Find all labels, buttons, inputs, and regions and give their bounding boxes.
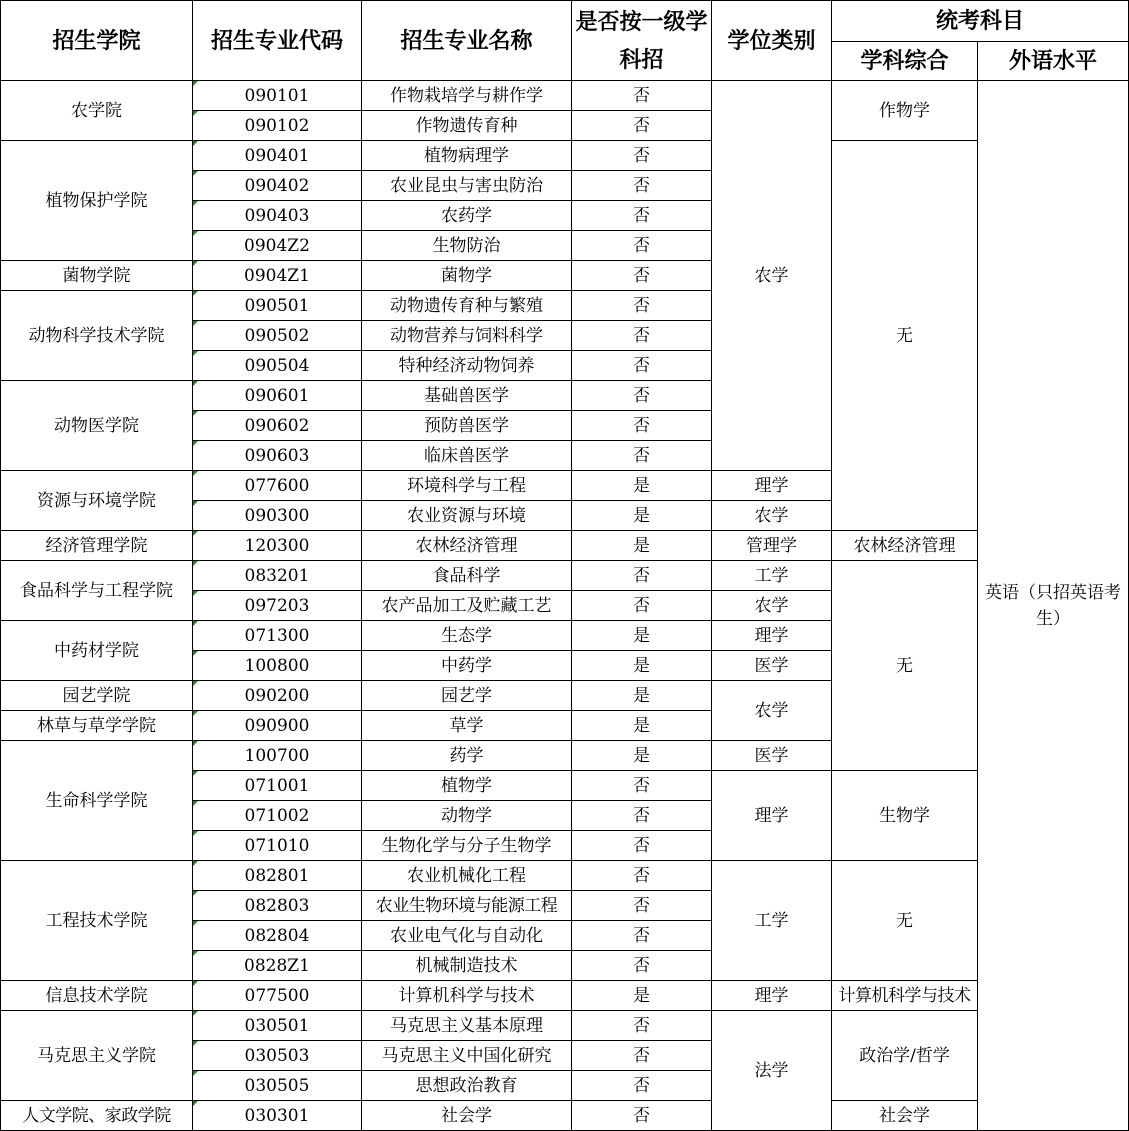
first-level-cell: 否 [572, 261, 712, 291]
table-row [1, 81, 1129, 111]
degree-cell: 农学 [712, 81, 832, 471]
major-cell: 临床兽医学 [362, 441, 572, 471]
first-level-cell: 否 [572, 771, 712, 801]
comprehensive-cell: 无 [832, 861, 978, 981]
major-cell: 农业昆虫与害虫防治 [362, 171, 572, 201]
first-level-cell: 是 [572, 711, 712, 741]
degree-cell: 农学 [712, 501, 832, 531]
college-cell: 马克思主义学院 [1, 1011, 193, 1101]
first-level-cell: 是 [572, 471, 712, 501]
major-cell: 计算机科学与技术 [362, 981, 572, 1011]
major-cell: 农药学 [362, 201, 572, 231]
major-cell: 食品科学 [362, 561, 572, 591]
code-cell: 090300 [193, 501, 362, 531]
code-cell: 071300 [193, 621, 362, 651]
major-cell: 生物化学与分子生物学 [362, 831, 572, 861]
header-comprehensive: 学科综合 [832, 42, 978, 81]
code-cell: 120300 [193, 531, 362, 561]
college-cell: 菌物学院 [1, 261, 193, 291]
major-cell: 马克思主义中国化研究 [362, 1041, 572, 1071]
major-cell: 作物遗传育种 [362, 111, 572, 141]
header-first-level: 是否按一级学科招 [572, 1, 712, 81]
code-cell: 0828Z1 [193, 951, 362, 981]
first-level-cell: 否 [572, 321, 712, 351]
major-cell: 药学 [362, 741, 572, 771]
major-cell: 农业机械化工程 [362, 861, 572, 891]
first-level-cell: 否 [572, 81, 712, 111]
degree-cell: 工学 [712, 861, 832, 981]
major-cell: 作物栽培学与耕作学 [362, 81, 572, 111]
major-cell: 特种经济动物饲养 [362, 351, 572, 381]
code-cell: 090101 [193, 81, 362, 111]
first-level-cell: 是 [572, 531, 712, 561]
major-cell: 草学 [362, 711, 572, 741]
first-level-cell: 否 [572, 441, 712, 471]
first-level-cell: 否 [572, 831, 712, 861]
code-cell: 090102 [193, 111, 362, 141]
degree-cell: 医学 [712, 741, 832, 771]
first-level-cell: 否 [572, 861, 712, 891]
code-cell: 071002 [193, 801, 362, 831]
code-cell: 090200 [193, 681, 362, 711]
degree-cell: 农学 [712, 591, 832, 621]
code-cell: 090603 [193, 441, 362, 471]
major-cell: 动物遗传育种与繁殖 [362, 291, 572, 321]
college-cell: 人文学院、家政学院 [1, 1101, 193, 1131]
major-cell: 生态学 [362, 621, 572, 651]
code-cell: 090501 [193, 291, 362, 321]
code-cell: 077600 [193, 471, 362, 501]
college-cell: 工程技术学院 [1, 861, 193, 981]
header-degree: 学位类别 [712, 1, 832, 81]
major-cell: 农产品加工及贮藏工艺 [362, 591, 572, 621]
first-level-cell: 否 [572, 381, 712, 411]
first-level-cell: 否 [572, 1011, 712, 1041]
code-cell: 083201 [193, 561, 362, 591]
degree-cell: 法学 [712, 1011, 832, 1131]
major-cell: 农业电气化与自动化 [362, 921, 572, 951]
major-cell: 园艺学 [362, 681, 572, 711]
comprehensive-cell: 无 [832, 141, 978, 531]
comprehensive-cell: 无 [832, 561, 978, 771]
major-cell: 动物营养与饲料科学 [362, 321, 572, 351]
college-cell: 植物保护学院 [1, 141, 193, 261]
first-level-cell: 是 [572, 621, 712, 651]
comprehensive-cell: 计算机科学与技术 [832, 981, 978, 1011]
table-row [1, 981, 1129, 1011]
first-level-cell: 是 [572, 681, 712, 711]
code-cell: 090504 [193, 351, 362, 381]
first-level-cell: 否 [572, 1071, 712, 1101]
code-cell: 030503 [193, 1041, 362, 1071]
header-code: 招生专业代码 [193, 1, 362, 81]
major-cell: 动物学 [362, 801, 572, 831]
first-level-cell: 否 [572, 171, 712, 201]
major-cell: 生物防治 [362, 231, 572, 261]
degree-cell: 理学 [712, 621, 832, 651]
major-cell: 植物学 [362, 771, 572, 801]
first-level-cell: 否 [572, 141, 712, 171]
college-cell: 生命科学学院 [1, 741, 193, 861]
comprehensive-cell: 社会学 [832, 1101, 978, 1131]
college-cell: 中药材学院 [1, 621, 193, 681]
code-cell: 030501 [193, 1011, 362, 1041]
degree-cell: 医学 [712, 651, 832, 681]
code-cell: 071010 [193, 831, 362, 861]
code-cell: 100700 [193, 741, 362, 771]
first-level-cell: 否 [572, 111, 712, 141]
first-level-cell: 否 [572, 231, 712, 261]
code-cell: 090402 [193, 171, 362, 201]
table-row [1, 861, 1129, 891]
first-level-cell: 否 [572, 1041, 712, 1071]
code-cell: 030301 [193, 1101, 362, 1131]
major-cell: 机械制造技术 [362, 951, 572, 981]
first-level-cell: 否 [572, 351, 712, 381]
college-cell: 资源与环境学院 [1, 471, 193, 531]
major-cell: 社会学 [362, 1101, 572, 1131]
major-cell: 思想政治教育 [362, 1071, 572, 1101]
table-row [1, 1011, 1129, 1041]
code-cell: 090403 [193, 201, 362, 231]
degree-cell: 理学 [712, 771, 832, 861]
degree-cell: 工学 [712, 561, 832, 591]
major-cell: 环境科学与工程 [362, 471, 572, 501]
table-row [1, 531, 1129, 561]
code-cell: 090601 [193, 381, 362, 411]
code-cell: 082803 [193, 891, 362, 921]
foreign-language-cell: 英语（只招英语考生） [978, 81, 1129, 1131]
code-cell: 082804 [193, 921, 362, 951]
college-cell: 动物科学技术学院 [1, 291, 193, 381]
first-level-cell: 否 [572, 201, 712, 231]
code-cell: 090502 [193, 321, 362, 351]
major-cell: 菌物学 [362, 261, 572, 291]
major-cell: 农林经济管理 [362, 531, 572, 561]
code-cell: 082801 [193, 861, 362, 891]
major-cell: 基础兽医学 [362, 381, 572, 411]
first-level-cell: 是 [572, 501, 712, 531]
first-level-cell: 是 [572, 981, 712, 1011]
first-level-cell: 是 [572, 651, 712, 681]
first-level-cell: 否 [572, 411, 712, 441]
major-cell: 农业生物环境与能源工程 [362, 891, 572, 921]
degree-cell: 理学 [712, 471, 832, 501]
first-level-cell: 否 [572, 291, 712, 321]
table-row [1, 1101, 1129, 1131]
code-cell: 090602 [193, 411, 362, 441]
major-cell: 植物病理学 [362, 141, 572, 171]
major-cell: 农业资源与环境 [362, 501, 572, 531]
first-level-cell: 否 [572, 591, 712, 621]
code-cell: 030505 [193, 1071, 362, 1101]
code-cell: 071001 [193, 771, 362, 801]
comprehensive-cell: 农林经济管理 [832, 531, 978, 561]
degree-cell: 农学 [712, 681, 832, 741]
header-major: 招生专业名称 [362, 1, 572, 81]
college-cell: 动物医学院 [1, 381, 193, 471]
first-level-cell: 否 [572, 561, 712, 591]
college-cell: 信息技术学院 [1, 981, 193, 1011]
table-row [1, 561, 1129, 591]
comprehensive-cell: 作物学 [832, 81, 978, 141]
code-cell: 0904Z2 [193, 231, 362, 261]
college-cell: 经济管理学院 [1, 531, 193, 561]
code-cell: 090900 [193, 711, 362, 741]
code-cell: 0904Z1 [193, 261, 362, 291]
college-cell: 食品科学与工程学院 [1, 561, 193, 621]
major-cell: 马克思主义基本原理 [362, 1011, 572, 1041]
major-cell: 中药学 [362, 651, 572, 681]
first-level-cell: 否 [572, 951, 712, 981]
code-cell: 100800 [193, 651, 362, 681]
comprehensive-cell: 政治学/哲学 [832, 1011, 978, 1101]
code-cell: 097203 [193, 591, 362, 621]
college-cell: 林草与草学学院 [1, 711, 193, 741]
first-level-cell: 否 [572, 921, 712, 951]
first-level-cell: 否 [572, 891, 712, 921]
header-exam: 统考科目 [832, 1, 1129, 42]
college-cell: 园艺学院 [1, 681, 193, 711]
first-level-cell: 是 [572, 741, 712, 771]
header-college: 招生学院 [1, 1, 193, 81]
comprehensive-cell: 生物学 [832, 771, 978, 861]
first-level-cell: 否 [572, 1101, 712, 1131]
code-cell: 090401 [193, 141, 362, 171]
first-level-cell: 否 [572, 801, 712, 831]
degree-cell: 理学 [712, 981, 832, 1011]
major-cell: 预防兽医学 [362, 411, 572, 441]
degree-cell: 管理学 [712, 531, 832, 561]
college-cell: 农学院 [1, 81, 193, 141]
header-foreign: 外语水平 [978, 42, 1129, 81]
code-cell: 077500 [193, 981, 362, 1011]
table-row [1, 141, 1129, 171]
